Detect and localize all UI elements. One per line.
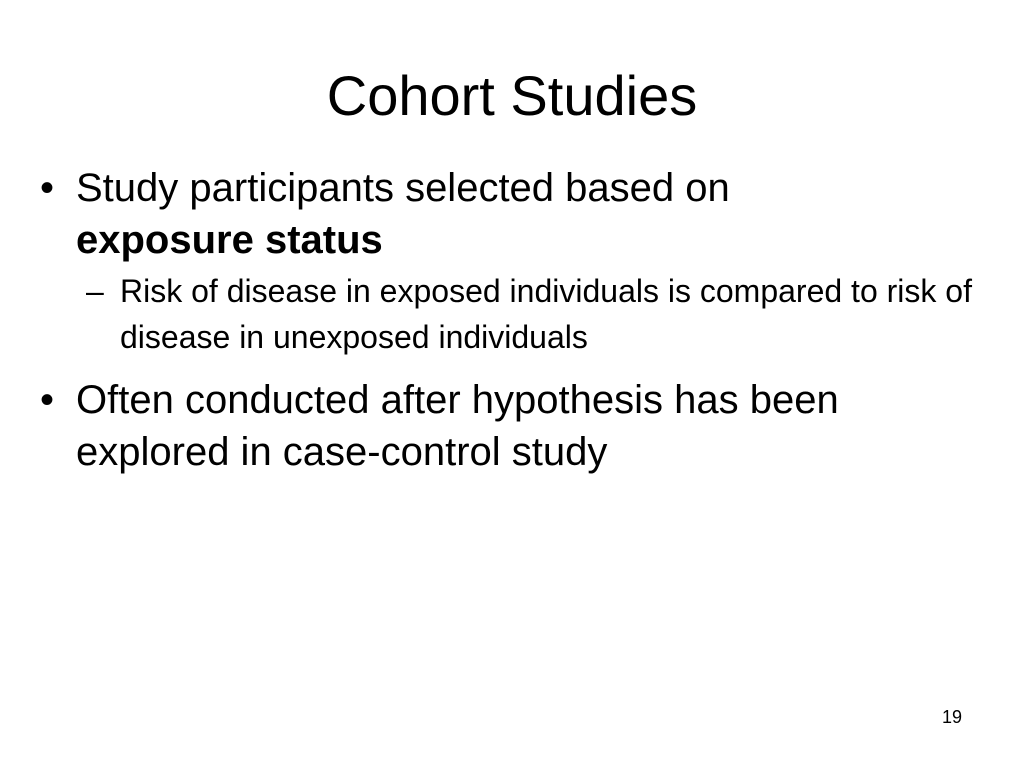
bullet-item bbox=[40, 374, 1000, 478]
bullet-marker: • bbox=[40, 166, 55, 210]
sub-bullet-list bbox=[76, 268, 1000, 360]
bullet-marker: • bbox=[40, 378, 55, 422]
bullet-bold-text: exposure status bbox=[76, 218, 383, 262]
slide-number: 19 bbox=[941, 707, 962, 727]
bullet-text: Often conducted after hypothesis has been explored in case-control study bbox=[76, 378, 839, 474]
bullet-item bbox=[40, 162, 1000, 360]
sub-bullet-text: Risk of disease in exposed individuals is compared to risk of disease in unexposed individuals bbox=[120, 273, 972, 355]
sub-bullet-marker: – bbox=[86, 273, 104, 309]
sub-bullet-item bbox=[76, 268, 1000, 360]
slide-title: Cohort Studies bbox=[326, 64, 698, 127]
bullet-text: Study participants selected based on bbox=[76, 166, 730, 210]
bullet-list bbox=[40, 162, 1000, 478]
